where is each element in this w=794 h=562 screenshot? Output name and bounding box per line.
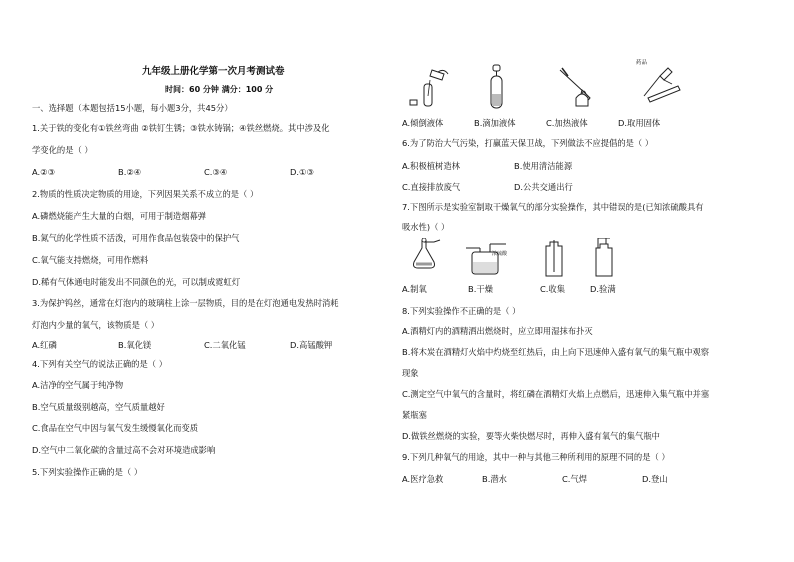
q3-option-d: D.高锰酸钾: [290, 340, 333, 350]
q3-stem-line2: 灯泡内少量的氧气，该物质是（ ）: [32, 320, 160, 330]
figure-check-full: [592, 238, 616, 278]
q4-option-d: D.空气中二氧化碳的含量过高不会对环境造成影响: [32, 445, 216, 455]
q9-option-a: A.医疗急救: [402, 474, 444, 484]
q1-option-b: B.②④: [118, 167, 142, 177]
figure-label-reagent: 药品: [636, 60, 648, 66]
q8-option-a: A.酒精灯内的酒精洒出燃烧时，应立即用湿抹布扑灭: [402, 326, 593, 336]
figure-label-sulfuric-acid: 浓硫酸: [492, 251, 508, 257]
q6-option-b: B.使用清洁能源: [514, 161, 573, 171]
q6-stem: 6.为了防治大气污染，打赢蓝天保卫战，下列做法不应提倡的是（ ）: [402, 138, 654, 148]
q6-option-d: D.公共交通出行: [514, 182, 573, 192]
figure-take-solid: [634, 60, 684, 104]
figure-dry: [464, 242, 508, 276]
q3-option-a: A.红磷: [32, 340, 57, 350]
q2-stem: 2.物质的性质决定物质的用途，下列因果关系不成立的是（ ）: [32, 189, 259, 199]
q9-option-b: B.潜水: [482, 474, 507, 484]
exam-title: 九年级上册化学第一次月考测试卷: [142, 66, 285, 77]
q3-option-c: C.二氧化锰: [204, 340, 246, 350]
q4-option-b: B.空气质量级别越高，空气质量越好: [32, 402, 165, 412]
figure-drop-liquid: [486, 64, 508, 110]
q8-stem: 8.下列实验操作不正确的是（ ）: [402, 306, 521, 316]
q3-option-b: B.氧化镁: [118, 340, 152, 350]
q9-option-d: D.登山: [642, 474, 668, 484]
section-heading: 一、选择题（本题包括15小题，每小题3分，共45分）: [32, 103, 233, 113]
q1-stem-line2: 学变化的是（ ）: [32, 145, 93, 155]
q2-option-a: A.磷燃烧能产生大量的白烟，可用于制造烟幕弹: [32, 211, 207, 221]
q9-stem: 9.下列几种氧气的用途，其中一种与其他三种所利用的原理不同的是（ ）: [402, 452, 670, 462]
q6-option-c: C.直接排放废气: [402, 182, 461, 192]
q5-option-d: D.取用固体: [618, 118, 661, 128]
q5-option-b: B.滴加液体: [474, 118, 516, 128]
q8-option-b-cont: 现象: [402, 368, 419, 378]
q5-option-a: A.倾倒液体: [402, 118, 444, 128]
q6-option-a: A.积极植树造林: [402, 161, 460, 171]
figure-pour-liquid: [408, 66, 456, 110]
q9-option-c: C.气焊: [562, 474, 588, 484]
figure-make-oxygen: [406, 238, 442, 278]
q7-option-b: B.干燥: [468, 284, 493, 294]
q7-option-c: C.收集: [540, 284, 566, 294]
q2-option-c: C.氧气能支持燃烧，可用作燃料: [32, 255, 149, 265]
q8-option-c: C.测定空气中氧气的含量时，将红磷在酒精灯火焰上点燃后，迅速伸入集气瓶中并塞: [402, 389, 710, 399]
figure-heat-liquid: [552, 64, 600, 110]
q5-option-c: C.加热液体: [546, 118, 588, 128]
q7-option-d: D.验满: [590, 284, 616, 294]
q2-option-b: B.氮气的化学性质不活泼，可用作食品包装袋中的保护气: [32, 233, 240, 243]
q1-option-c: C.③④: [204, 167, 228, 177]
q1-stem-line1: 1.关于铁的变化有①铁丝弯曲 ②铁钉生锈；③铁水铸锅；④铁丝燃烧。其中涉及化: [32, 123, 330, 133]
q8-option-b: B.将木炭在酒精灯火焰中灼烧至红热后，由上向下迅速伸入盛有氧气的集气瓶中观察: [402, 347, 710, 357]
q7-stem-line1: 7.下图所示是实验室制取干燥氧气的部分实验操作，其中错误的是(已知浓硫酸具有: [402, 202, 704, 212]
q1-option-d: D.①③: [290, 167, 314, 177]
exam-meta: 时间：60 分钟 满分：100 分: [165, 85, 274, 94]
q8-option-d: D.做铁丝燃烧的实验，要等火柴快燃尽时，再伸入盛有氧气的集气瓶中: [402, 431, 660, 441]
figure-collect: [542, 240, 566, 278]
q4-stem: 4.下列有关空气的说法正确的是（ ）: [32, 359, 168, 369]
q8-option-c-cont: 紧瓶塞: [402, 410, 427, 420]
q7-stem-line2: 吸水性)（ ）: [402, 222, 450, 232]
q4-option-c: C.食品在空气中因与氧气发生缓慢氧化而变质: [32, 423, 199, 433]
q3-stem-line1: 3.为保护钨丝，通常在灯泡内的玻璃柱上涂一层物质，目的是在灯泡通电发热时消耗: [32, 298, 339, 308]
q5-stem: 5.下列实验操作正确的是（ ）: [32, 467, 143, 477]
q1-option-a: A.②③: [32, 167, 56, 177]
q2-option-d: D.稀有气体通电时能发出不同颜色的光，可以制成霓虹灯: [32, 277, 241, 287]
q4-option-a: A.洁净的空气属于纯净物: [32, 380, 124, 390]
q7-option-a: A.制氧: [402, 284, 427, 294]
